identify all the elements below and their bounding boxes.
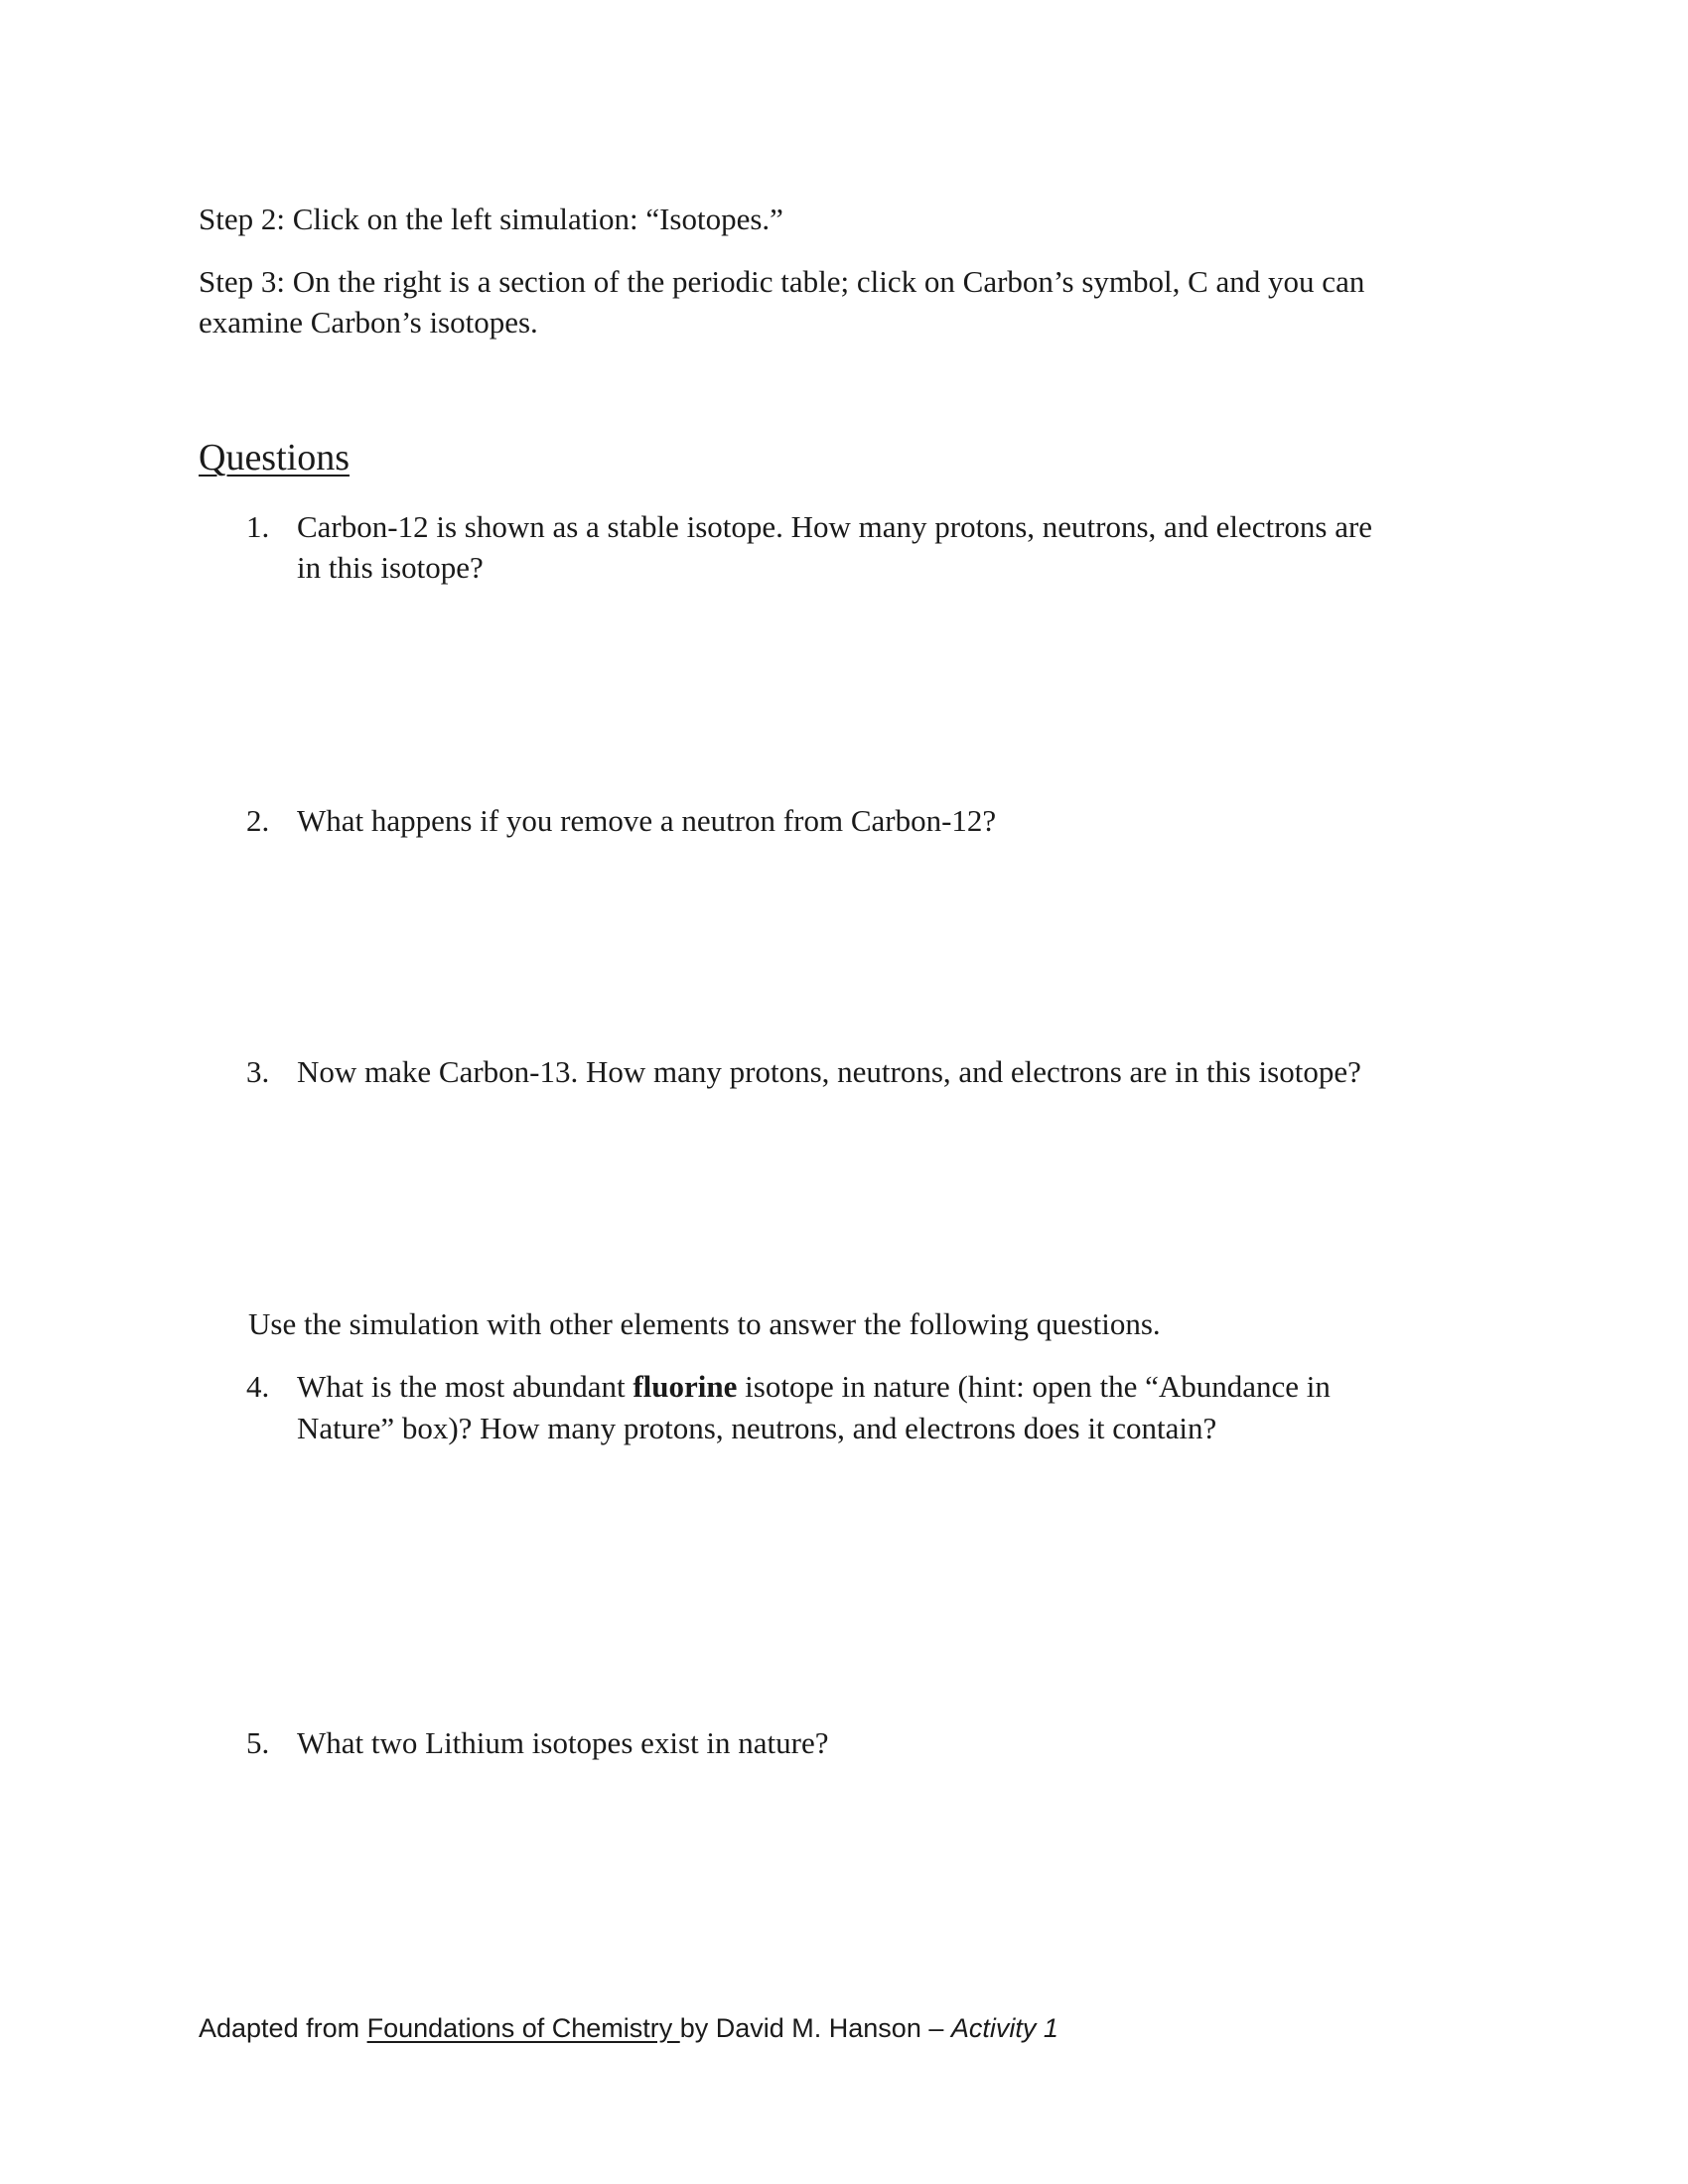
attribution-footer	[199, 2010, 1058, 2046]
question-1-number: 1.	[246, 509, 270, 544]
other-elements-intro: Use the simulation with other elements to answer the following questions.	[248, 1306, 1161, 1341]
footer-middle: by David M. Hanson –	[679, 2013, 951, 2043]
question-5-number: 5.	[246, 1725, 270, 1760]
step-2-text: Step 2: Click on the left simulation: “Isotopes.”	[199, 202, 783, 236]
questions-heading: Questions	[199, 437, 350, 478]
question-4-line-2: Nature” box)? How many protons, neutrons, and electrons does it contain?	[297, 1411, 1217, 1445]
question-1-line-2: in this isotope?	[297, 550, 484, 585]
question-4-line-1-before: What is the most abundant	[297, 1369, 633, 1404]
question-4-number: 4.	[246, 1369, 270, 1404]
question-4-line-1-after: isotope in nature (hint: open the “Abundance in	[737, 1369, 1331, 1404]
footer-prefix: Adapted from	[199, 2013, 367, 2043]
question-4-bold-fluorine: fluorine	[633, 1369, 738, 1404]
question-4-line-1	[297, 1366, 1331, 1408]
footer-book-title: Foundations of Chemistry	[366, 2013, 680, 2043]
question-3-line-1: Now make Carbon-13. How many protons, neutrons, and electrons are in this isotope?	[297, 1054, 1361, 1089]
footer-activity: Activity 1	[950, 2013, 1058, 2043]
step-3-text-line-1: Step 3: On the right is a section of the periodic table; click on Carbon’s symbol, C and you can	[199, 264, 1365, 299]
question-2-line-1: What happens if you remove a neutron from Carbon-12?	[297, 803, 997, 838]
question-1-line-1: Carbon-12 is shown as a stable isotope. How many protons, neutrons, and electrons are	[297, 509, 1373, 544]
question-2-number: 2.	[246, 803, 270, 838]
question-5-line-1: What two Lithium isotopes exist in nature?	[297, 1725, 829, 1760]
step-3-text-line-2: examine Carbon’s isotopes.	[199, 305, 538, 340]
question-3-number: 3.	[246, 1054, 270, 1089]
